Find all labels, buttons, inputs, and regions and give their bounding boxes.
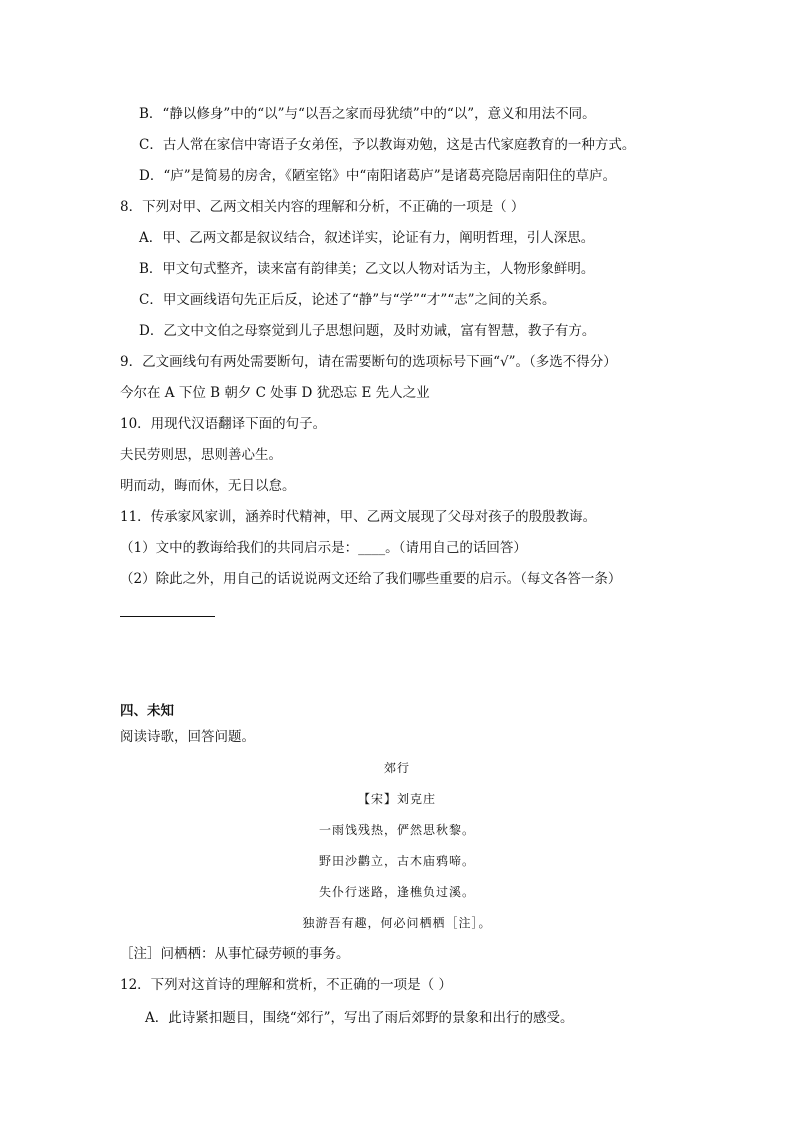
section-heading: 四、未知 xyxy=(120,703,174,719)
q10-sentence-2: 明而动，晦而休，无日以怠。 xyxy=(120,478,296,494)
poem-line-4: 独游吾有趣，何必问栖栖［注］。 xyxy=(302,916,492,930)
q9-text: 今尔在 A 下位 B 朝夕 C 处事 D 犹恐忘 E 先人之业 xyxy=(120,385,430,401)
q9-stem: 9．乙文画线句有两处需要断句，请在需要断句的选项标号下画“√”。（多选不得分） xyxy=(120,354,617,370)
q10-sentence-1: 夫民劳则思，思则善心生。 xyxy=(120,447,282,463)
q11-part-2: （2）除此之外，用自己的话说说两文还给了我们哪些重要的启示。（每文各答一条） xyxy=(120,571,622,587)
poem-note: ［注］问栖栖：从事忙碌劳顿的事务。 xyxy=(120,946,350,962)
q11-part-1: （1）文中的教诲给我们的共同启示是：____。（请用自己的话回答） xyxy=(120,540,527,556)
poem-line-2: 野田沙鹳立，古木庙鸦啼。 xyxy=(318,854,475,868)
q7-option-d: D．“庐”是简易的房舍，《陋室铭》中“南阳诸葛庐”是诸葛亮隐居南阳住的草庐。 xyxy=(139,168,617,184)
q10-stem: 10．用现代汉语翻译下面的句子。 xyxy=(120,416,327,432)
poem-author: 【宋】刘克庄 xyxy=(357,792,436,806)
poem-line-1: 一雨饯残热，俨然思秋黎。 xyxy=(318,823,475,837)
q7-option-b: B．“静以修身”中的“以”与“以吾之家而母犹绩”中的“以”，意义和用法不同。 xyxy=(139,106,596,122)
poem-line-3: 失仆行迷路，逢樵负过溪。 xyxy=(318,885,475,899)
q8-option-b: B．甲文句式整齐，读来富有韵律美；乙文以人物对话为主，人物形象鲜明。 xyxy=(139,261,595,277)
q12-stem: 12．下列对这首诗的理解和赏析，不正确的一项是（ ） xyxy=(120,977,452,993)
q8-option-c: C．甲文画线语句先正后反，论述了“静”与“学”“才”“志”之间的关系。 xyxy=(139,292,556,308)
q8-option-d: D．乙文中文伯之母察觉到儿子思想问题，及时劝诫，富有智慧，教子有方。 xyxy=(139,323,596,339)
poem-title: 郊行 xyxy=(383,761,410,775)
q7-option-c: C．古人常在家信中寄语子女弟侄，予以教诲劝勉，这是古代家庭教育的一种方式。 xyxy=(139,137,636,153)
section-instruction: 阅读诗歌，回答问题。 xyxy=(120,729,255,745)
q11-stem: 11．传承家风家训，涵养时代精神，甲、乙两文展现了父母对孩子的殷殷教诲。 xyxy=(120,509,597,525)
q12-option-a: A．此诗紧扣题目，围绕“郊行”，写出了雨后郊野的景象和出行的感受。 xyxy=(145,1010,574,1026)
q8-stem: 8．下列对甲、乙两文相关内容的理解和分析，不正确的一项是（ ） xyxy=(120,199,525,215)
q8-option-a: A．甲、乙两文都是叙议结合，叙述详实，论证有力，阐明哲理，引人深思。 xyxy=(139,230,595,246)
answer-line xyxy=(120,616,215,617)
